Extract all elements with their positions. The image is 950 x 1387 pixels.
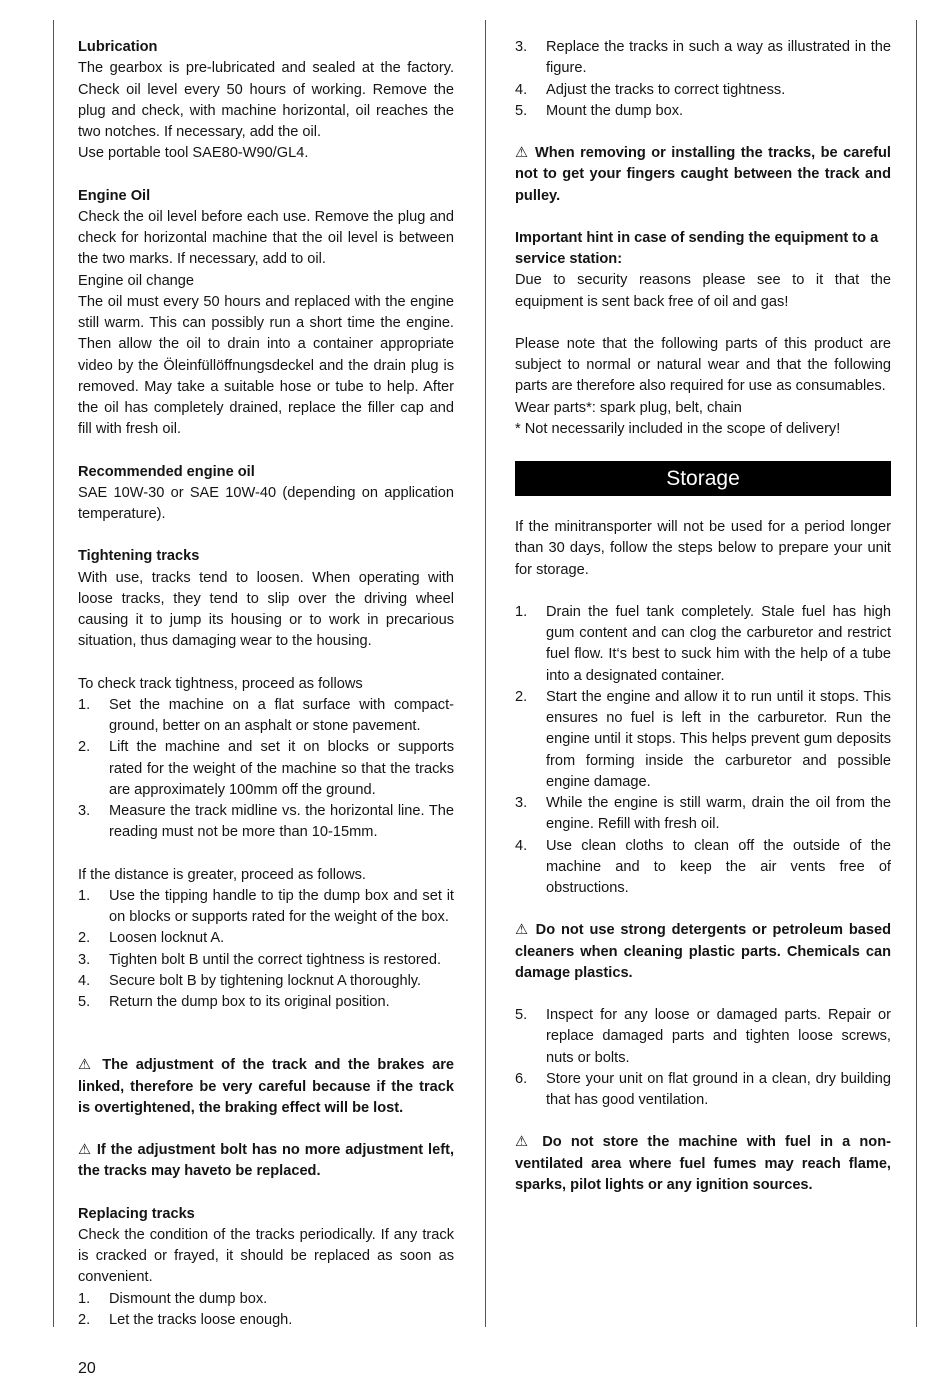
list-item: 1. Drain the fuel tank completely. Stale fuel has high gum content and can clog the carburetor and restrict fuel flow. It‘s best to suck him with the help of a tube into a designated container.	[515, 603, 891, 684]
list-item: 2. Loosen locknut A.	[78, 930, 225, 947]
list-item: 1. Dismount the dump box.	[78, 1290, 268, 1307]
storage-title-bar: Storage	[515, 461, 891, 496]
wear-parts-note: * Not necessarily included in the scope of delivery!	[515, 420, 841, 437]
recommended-oil-text: SAE 10W-30 or SAE 10W-40 (depending on application temperature).	[78, 484, 454, 522]
list-item: 3. While the engine is still warm, drain the oil from the engine. Refill with fresh oil.	[515, 795, 891, 833]
service-hint-heading: Important hint in case of sending the equipment to a service station:	[515, 229, 879, 267]
replacing-steps-list	[78, 1289, 454, 1332]
list-item: 5. Inspect for any loose or damaged parts. Repair or replace damaged parts and tighten loose screws, nuts or bolts.	[515, 1007, 891, 1066]
wear-parts-list: Wear parts*: spark plug, belt, chain	[515, 399, 742, 416]
right-margin-rule	[916, 20, 917, 1327]
list-item: 1. Use the tipping handle to tip the dump box and set it on blocks or supports rated for the weight of the box.	[78, 887, 454, 925]
list-item: 1. Set the machine on a flat surface with compact-ground, better on an asphalt or stone pavement.	[78, 696, 454, 734]
list-item: 6. Store your unit on flat ground in a clean, dry building that has good ventilation.	[515, 1070, 891, 1108]
list-item: 2. Let the tracks loose enough.	[78, 1311, 293, 1328]
service-hint-text: Due to security reasons please see to it that the equipment is sent back free of oil and gas!	[515, 272, 891, 310]
track-brake-warning: ⚠ The adjustment of the track and the brakes are linked, therefore be very careful because if the track is overtightened, the braking effect will be lost.	[78, 1057, 454, 1116]
list-item: 3. Replace the tracks in such a way as illustrated in the figure.	[515, 39, 891, 77]
adjustment-bolt-warning: ⚠ If the adjustment bolt has no more adjustment left, the tracks may haveto be replaced.	[78, 1142, 455, 1180]
fingers-warning: ⚠ When removing or installing the tracks, be careful not to get your fingers caught between the track and pulley.	[515, 145, 891, 204]
engine-oil-change-label: Engine oil change	[78, 272, 195, 289]
greater-intro: If the distance is greater, proceed as follows.	[78, 866, 366, 883]
list-item: 3. Measure the track midline vs. the horizontal line. The reading must not be more than 10-15mm.	[78, 803, 454, 841]
list-item: 2. Start the engine and allow it to run until it stops. This ensures no fuel is left in the carburetor. Run the engine until it stops. This helps prevent gum deposits from forming inside the carburetor and possible engine damage.	[515, 688, 891, 790]
engine-oil-heading: Engine Oil	[78, 187, 151, 204]
tightening-text: With use, tracks tend to loosen. When operating with loose tracks, they tend to slip over the driving wheel causing it to jump its housing or to work in precarious situation, thus damaging wear to the housing.	[78, 569, 454, 650]
recommended-oil-heading: Recommended engine oil	[78, 463, 255, 480]
storage-intro: If the minitransporter will not be used for a period longer than 30 days, follow the steps below to prepare your unit for storage.	[515, 519, 891, 578]
page-number: 20	[78, 1360, 96, 1377]
list-item: 4. Adjust the tracks to correct tightness.	[515, 81, 786, 98]
list-item: 3. Tighten bolt B until the correct tightness is restored.	[78, 951, 442, 968]
check-steps-list	[78, 695, 454, 844]
storage-steps-list	[515, 602, 891, 900]
tightening-heading: Tightening tracks	[78, 548, 200, 565]
lubrication-heading: Lubrication	[78, 39, 158, 55]
engine-oil-change-text: The oil must every 50 hours and replaced with the engine still warm. This can possibly run a short time the engine. Then allow the oil to drain into a container appropriate video by the Öleinfüllöffnungsdeckel and the drain plug is removed. May take a suitable hose or tube to help. After the oil has completely drained, replace the filler cap and fill with fresh oil.	[78, 293, 454, 438]
list-item: 2. Lift the machine and set it on blocks or supports rated for the weight of the machine so that the tracks are approximately 100mm off the ground.	[78, 739, 454, 798]
engine-oil-text: Check the oil level before each use. Remove the plug and check for horizontal machine that the oil level is between the two marks. If necessary, add to oil.	[78, 208, 454, 268]
warning-triangle-icon: ⚠	[78, 1057, 95, 1074]
list-item: 4. Use clean cloths to clean off the outside of the machine and to keep the air vents free of obstructions.	[515, 837, 891, 896]
wear-parts-text: Please note that the following parts of this product are subject to normal or natural wear and that the following parts are therefore also required for use as consumables.	[515, 335, 891, 395]
list-item: 4. Secure bolt B by tightening locknut A thoroughly.	[78, 972, 422, 989]
warning-triangle-icon: ⚠	[515, 145, 530, 161]
replacing-text: Check the condition of the tracks periodically. If any track is cracked or frayed, it should be replaced as soon as convenient.	[78, 1226, 454, 1286]
left-column	[78, 37, 454, 1331]
check-intro: To check track tightness, proceed as follows	[78, 675, 363, 692]
replacing-steps-continued	[515, 37, 891, 122]
warning-triangle-icon: ⚠	[78, 1142, 92, 1158]
warning-triangle-icon: ⚠	[515, 922, 530, 939]
left-margin-rule	[53, 20, 54, 1327]
column-divider-rule	[485, 20, 486, 1327]
storage-steps-list-continued	[515, 1005, 891, 1111]
list-item: 5. Mount the dump box.	[515, 102, 684, 119]
replacing-heading: Replacing tracks	[78, 1205, 195, 1222]
right-column	[515, 37, 891, 1196]
lubrication-tool: Use portable tool SAE80-W90/GL4.	[78, 145, 309, 162]
list-item: 5. Return the dump box to its original position.	[78, 994, 390, 1010]
lubrication-text: The gearbox is pre-lubricated and sealed at the factory. Check oil level every 50 hours of working. Remove the plug and check, with machine horizontal, oil reaches the two notches. If necessary, add the oil.	[78, 60, 454, 140]
warning-triangle-icon: ⚠	[515, 1134, 534, 1151]
adjust-steps-list	[78, 886, 454, 1014]
detergents-warning: ⚠ Do not use strong detergents or petroleum based cleaners when cleaning plastic parts. Chemicals can damage plastics.	[515, 922, 891, 981]
fuel-storage-warning: ⚠ Do not store the machine with fuel in a non-ventilated area where fuel fumes may reach flame, sparks, pilot lights or any ignition sources.	[515, 1134, 891, 1193]
